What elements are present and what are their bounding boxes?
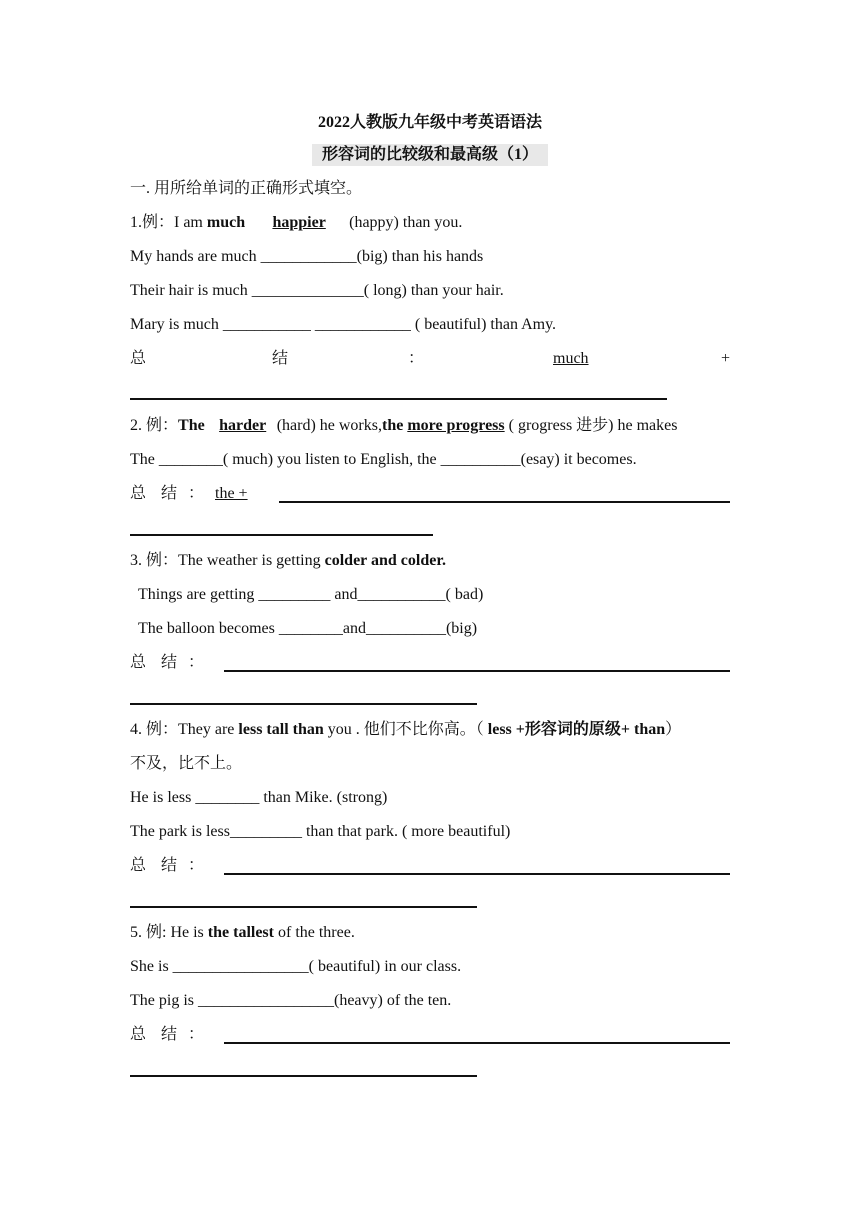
q1-summary-blank (130, 398, 667, 400)
q4-summary-char-1: 总 (130, 857, 147, 874)
q5-line-2: The pig is _________________(heavy) of the ten. (130, 992, 452, 1009)
q5-summary-blank-b (130, 1075, 477, 1077)
q3-example-prefix: 3. 例：The weather is getting (130, 552, 325, 569)
q4-example-bold: less tall than (238, 721, 324, 738)
q1-example (130, 213, 730, 233)
q1-line-1: My hands are much ____________(big) than his hands (130, 248, 484, 265)
page-subtitle: 形容词的比较级和最高级（1） (312, 144, 548, 166)
q2-example (130, 416, 730, 436)
q5-example-suffix: of the three. (273, 924, 355, 941)
q1-summary-answer (553, 349, 730, 369)
q3-line-2: The balloon becomes ________and__________(big) (138, 620, 478, 637)
q4-line-2: The park is less_________ than that park. ( more beautiful) (130, 823, 511, 840)
q2-example-the: The (178, 417, 205, 434)
q4-summary-char-2: 结 (161, 857, 178, 874)
q2-summary-colon: ： (188, 485, 205, 502)
q5-example (130, 923, 730, 943)
q5-example-prefix: 5. 例: He is (130, 924, 208, 941)
q3-summary-char-2: 结 (161, 654, 178, 671)
q3-example (130, 551, 730, 571)
q3-summary-char-1: 总 (130, 654, 147, 671)
q2-summary-char-2: 结 (161, 485, 178, 502)
q2-summary-blank-b (130, 534, 433, 536)
q2-example-prefix: 2. 例： (130, 417, 179, 434)
q3-summary-colon: ： (188, 654, 205, 671)
q4-example-end: ） (665, 721, 682, 738)
q1-summary-char-1: 总 (130, 350, 147, 367)
q4-summary-colon: ： (188, 857, 205, 874)
q4-summary-blank-b (130, 906, 477, 908)
q2-example-mid: (hard) he works, (276, 417, 382, 434)
q1-example-bold: much (206, 214, 246, 231)
q2-summary-blank-a (279, 501, 730, 503)
section-heading: 一. 用所给单词的正确形式填空。 (130, 180, 363, 197)
q2-example-answer: harder (219, 417, 267, 434)
q3-line-1: Things are getting _________ and___________( bad) (138, 586, 484, 603)
q1-example-suffix: (happy) than you. (349, 214, 463, 231)
q2-example-progress: more progress (407, 417, 505, 434)
q4-example-mid: you . 他们不比你高。（ (323, 721, 488, 738)
q5-summary-char-2: 结 (161, 1026, 178, 1043)
q4-continuation: 不及，比不上。 (130, 755, 243, 772)
q5-summary-colon: ： (188, 1026, 205, 1043)
q4-example-prefix: 4. 例：They are (130, 721, 239, 738)
q1-line-3: Mary is much ___________ ____________ ( beautiful) than Amy. (130, 316, 557, 333)
q2-summary-char-1: 总 (130, 485, 147, 502)
q1-example-answer: happier (272, 214, 326, 231)
page-title: 2022人教版九年级中考英语语法 (317, 114, 542, 131)
q5-summary-blank-a (224, 1042, 730, 1044)
q2-example-the2: the (381, 417, 404, 434)
q2-summary-text: the + (215, 485, 248, 502)
q1-summary-plus: + (720, 350, 730, 367)
q1-line-2: Their hair is much ______________( long) than your hair. (130, 282, 504, 299)
q5-summary-char-1: 总 (130, 1026, 147, 1043)
q4-summary-blank-a (224, 873, 730, 875)
q4-example (130, 720, 730, 740)
q2-line-1: The ________( much) you listen to English, the __________(esay) it becomes. (130, 451, 637, 468)
q2-example-suffix: ( grogress 进步) he makes (504, 417, 678, 434)
q3-summary-blank-b (130, 703, 477, 705)
q5-example-bold: the tallest (207, 924, 274, 941)
q3-example-bold: colder and colder. (324, 552, 446, 569)
q4-example-bold2: less +形容词的原级+ than (487, 721, 666, 738)
q1-summary-char-2: 结 (272, 350, 289, 367)
q3-summary-blank-a (224, 670, 730, 672)
q4-line-1: He is less ________ than Mike. (strong) (130, 789, 388, 806)
q1-example-prefix: 1.例：I am (130, 214, 207, 231)
q1-summary-text: much (553, 350, 589, 367)
q1-summary-colon: ： (408, 350, 425, 367)
q5-line-1: She is _________________( beautiful) in our class. (130, 958, 462, 975)
